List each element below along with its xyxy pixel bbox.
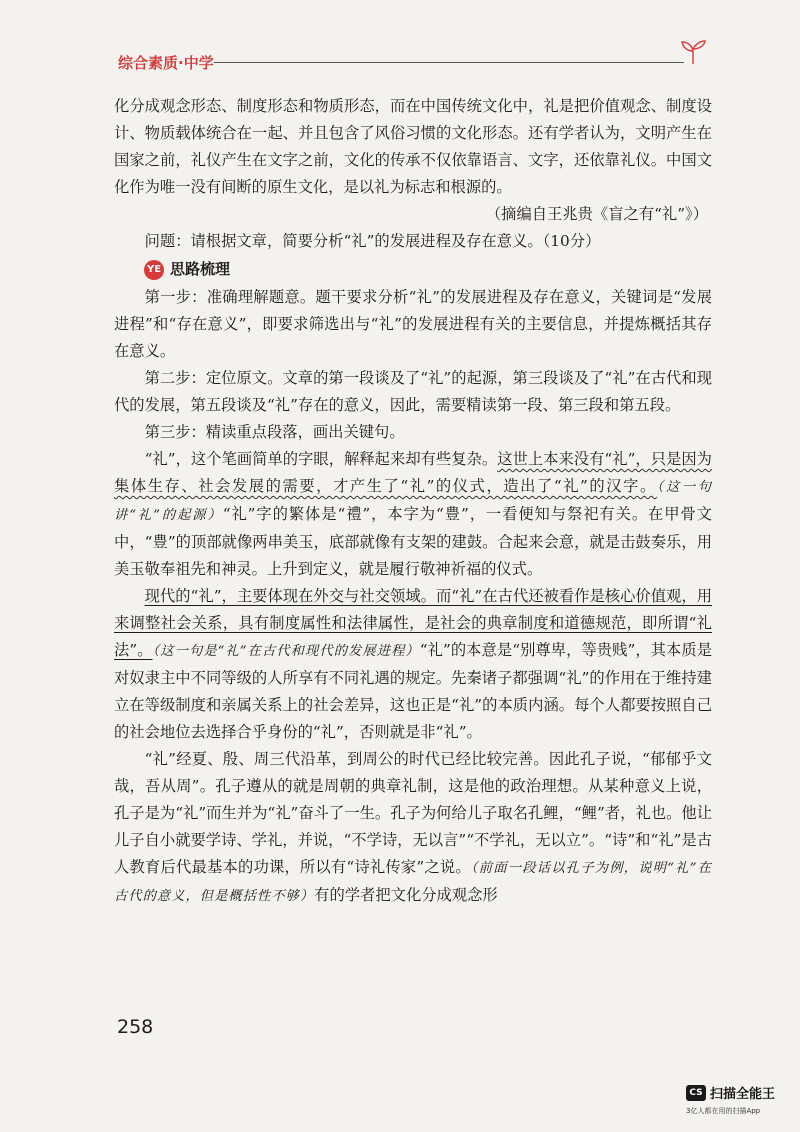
section-heading (144, 256, 712, 283)
quote-text: “礼”经夏、殷、周三代沿革，到周公的时代已经比较完善。因此孔子说，“郁郁乎文哉，吾从周”。孔子遵从的就是周朝的典章礼制，这是他的政治理想。从某种意义上说，孔子是为“礼”而生并为“礼”奋斗了一生。孔子为何给儿子取名孔鲤，“鲤”者，礼也。他让儿子自小就要学诗、学礼，并说，“不学诗，无以言”“不学礼，无以立”。“诗”和“礼”是古人教育后代最基本的功课，所以有“诗礼传家”之说。 (114, 750, 712, 876)
quote-text: “礼”字的繁体是“禮”，本字为“豊”，一看便知与祭祀有关。在甲骨文中，“豊”的顶部就像两串美玉，底部就像有支架的建鼓。合起来会意，就是击鼓奏乐，用美玉敬奉祖先和神灵。上升到定义，就是履行敬神祈福的仪式。 (114, 505, 712, 578)
quoted-paragraph-2 (114, 583, 712, 746)
step-three: 第三步：精读重点段落，画出关键句。 (144, 423, 405, 441)
paragraph-continuation: 化分成观念形态、制度形态和物质形态，而在中国传统文化中，礼是把价值观念、制度设计、物质载体统合在一起、并且包含了风俗习惯的文化形态。还有学者认为，文明产生在国家之前，礼仪产生在文字之前，文化的传承不仅依靠语言、文字，还依靠礼仪。中国文化作为唯一没有间断的原生文化，是以礼为标志和根源的。 (114, 97, 712, 196)
step-two: 第二步：定位原文。文章的第一段谈及了“礼”的起源，第三段谈及了“礼”在古代和现代的发展，第五段谈及“礼”存在的意义，因此，需要精读第一段、第三段和第五段。 (114, 369, 712, 414)
step-one: 第一步：准确理解题意。题干要求分析“礼”的发展进程及存在意义，关键词是“发展进程”和“存在意义”，即要求筛选出与“礼”的发展进程有关的主要信息，并提炼概括其存在意义。 (114, 288, 712, 360)
page-number: 258 (117, 1016, 154, 1038)
annotation-note: （前面一段话以孔子为例，说明“礼”在古代的意义，但是概括性不够） (114, 861, 712, 904)
watermark-tagline: 3亿人都在用的扫描App (686, 1107, 761, 1115)
scanner-watermark (686, 1083, 796, 1123)
quote-text: “礼”的本意是“别尊卑，等贵贱”，其本质是对奴隶主中不同等级的人所享有不同礼遇的规定。先秦诸子都强调“礼”的作用在于维持建立在等级制度和亲属关系上的社会差异，这也正是“礼”的本质内涵。每个人都要按照自己的社会地位去选择合乎身份的“礼”，否则就是非“礼”。 (114, 641, 712, 741)
section-badge-icon: YE (144, 260, 164, 280)
source-citation: （摘编自王兆贵《盲之有“礼”》） (485, 205, 708, 223)
quote-text: 有的学者把文化分成观念形 (314, 886, 498, 904)
camscanner-logo-icon: CS (686, 1085, 706, 1101)
section-title: 思路梳理 (170, 260, 231, 278)
main-content (114, 93, 712, 910)
watermark-name: 扫描全能王 (710, 1087, 776, 1102)
quoted-paragraph-3 (114, 746, 712, 910)
header-rule (214, 62, 684, 63)
annotation-note: （这一句讲“礼”的起源） (114, 480, 712, 523)
quoted-paragraph-1 (114, 446, 712, 583)
sprout-icon (678, 36, 708, 66)
key-sentence: 这世上本来没有“礼”，只是因为集体生存、社会发展的需要，才产生了“礼”的仪式，造出了“礼”的汉字。 (114, 450, 712, 495)
page-header (118, 50, 698, 74)
key-sentence: 现代的“礼”，主要体现在外交与社交领域。而“礼”在古代还被看作是核心价值观，用来调整社会关系，具有制度属性和法律属性，是社会的典章制度和道德规范，即所谓“礼法”。 (114, 587, 712, 659)
annotation-note: （这一句是“礼”在古代和现代的发展进程） (152, 644, 420, 659)
question-text: 问题：请根据文章，简要分析“礼”的发展进程及存在意义。（10分） (144, 232, 601, 250)
quote-text: “礼”，这个笔画简单的字眼，解释起来却有些复杂。 (144, 450, 498, 468)
header-title: 综合素质·中学 (118, 54, 214, 72)
